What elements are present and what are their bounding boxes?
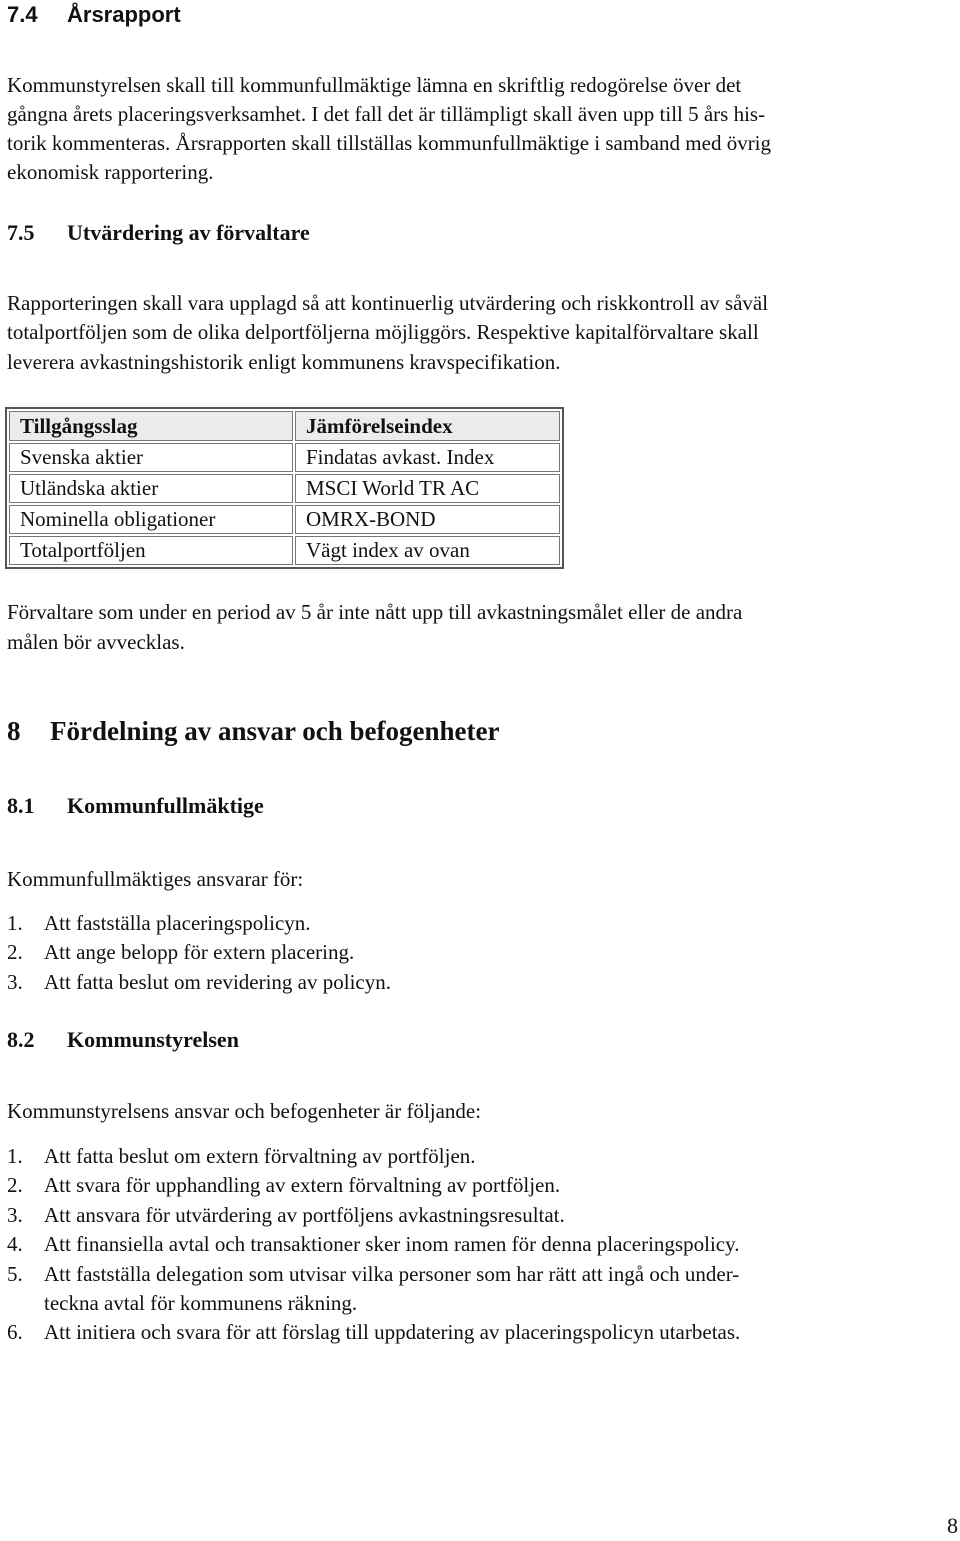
section-heading-8-1 [7, 793, 264, 819]
list-item: 6. Att initiera och svara för att förslag till uppdatering av placeringspolicyn utarbetas. [7, 1320, 741, 1345]
section-title: Kommunstyrelsen [67, 1027, 239, 1052]
list-intro: Kommunfullmäktiges ansvarar för: [7, 867, 304, 891]
table-cell: OMRX-BOND [295, 505, 560, 534]
table-cell: Nominella obligationer [9, 505, 293, 534]
table-cell: Findatas avkast. Index [295, 443, 560, 472]
section-title: Kommunfullmäktige [67, 793, 264, 818]
list-item: 4. Att finansiella avtal och transaktioner sker inom ramen för denna placeringspolicy. [7, 1232, 740, 1257]
column-header-asset-class: Tillgångsslag [9, 411, 293, 441]
chapter-heading-8 [7, 716, 499, 747]
section-heading-8-2 [7, 1027, 239, 1053]
section-number: 8.2 [7, 1027, 35, 1052]
responsibility-list-styrelsen [7, 1142, 947, 1348]
chapter-title: Fördelning av ansvar och befogenheter [50, 716, 500, 746]
paragraph-line: Rapporteringen skall vara upplagd så att kontinuerlig utvärdering och riskkontroll av såväl [7, 291, 769, 315]
list-item: 1. Att fastställa placeringspolicyn. [7, 911, 311, 935]
table-cell: MSCI World TR AC [295, 474, 560, 503]
chapter-number: 8 [7, 716, 21, 746]
table-cell: Svenska aktier [9, 443, 293, 472]
responsibility-list-fullmaktige [7, 909, 947, 997]
table-cell: Vägt index av ovan [295, 536, 560, 565]
list-item: 2. Att ange belopp för extern placering. [7, 940, 355, 965]
column-header-benchmark: Jämförelseindex [295, 411, 560, 441]
table-cell: Utländska aktier [9, 474, 293, 503]
paragraph-line: leverera avkastningshistorik enligt kommunens kravspecifikation. [7, 350, 561, 374]
table-row [9, 474, 560, 503]
section-title: Årsrapport [67, 2, 181, 27]
section-number: 7.5 [7, 220, 35, 245]
paragraph-line: gångna årets placeringsverksamhet. I det fall det är tillämpligt skall även upp till 5 års his- [7, 102, 766, 126]
paragraph-line: totalportföljen som de olika delportföljerna möjliggörs. Respektive kapitalförvaltare skall [7, 320, 759, 344]
list-item: 3. Att fatta beslut om revidering av policyn. [7, 969, 391, 994]
benchmark-table [5, 407, 564, 569]
section-title: Utvärdering av förvaltare [67, 220, 310, 245]
paragraph-line: ekonomisk rapportering. [7, 160, 214, 184]
section-number: 7.4 [7, 2, 38, 27]
page-number: 8 [947, 1513, 958, 1538]
list-item: 1. Att fatta beslut om extern förvaltning av portföljen. [7, 1144, 476, 1168]
section-heading-7-5 [7, 220, 310, 246]
table-row [9, 536, 560, 565]
section-heading-7-4 [7, 2, 181, 28]
table-header-row [9, 411, 560, 441]
list-item: 5. Att fastställa delegation som utvisar vilka personer som har rätt att ingå och under- teckna avtal för kommunens räkning. [7, 1261, 740, 1316]
list-intro: Kommunstyrelsens ansvar och befogenheter är följande: [7, 1099, 482, 1123]
table-cell: Totalportföljen [9, 536, 293, 565]
paragraph-line: Kommunstyrelsen skall till kommunfullmäktige lämna en skriftlig redogörelse över det [7, 73, 742, 97]
section-number: 8.1 [7, 793, 35, 818]
list-item: 2. Att svara för upphandling av extern förvaltning av portföljen. [7, 1173, 561, 1198]
table-row [9, 443, 560, 472]
table-row [9, 505, 560, 534]
paragraph-line: Förvaltare som under en period av 5 år inte nått upp till avkastningsmålet eller de andra [7, 600, 743, 624]
paragraph-line: målen bör avvecklas. [7, 630, 185, 654]
paragraph-line: torik kommenteras. Årsrapporten skall tillställas kommunfullmäktige i samband med övrig [7, 131, 772, 155]
list-item: 3. Att ansvara för utvärdering av portföljens avkastningsresultat. [7, 1202, 565, 1227]
